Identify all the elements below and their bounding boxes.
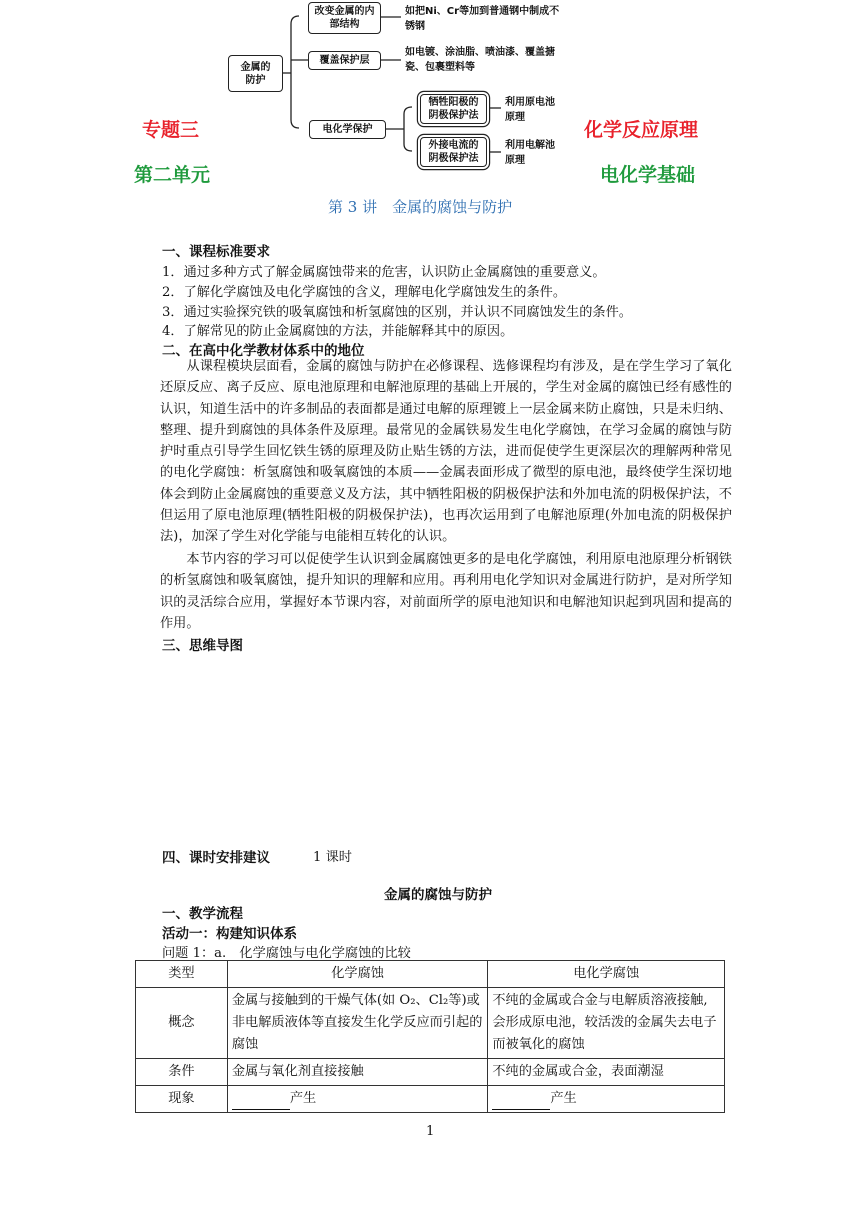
standard-item-3: 3．通过实验探究铁的吸氧腐蚀和析氢腐蚀的区别，并认识不同腐蚀发生的条件。 — [162, 305, 632, 320]
mindmap-note-stainless: 如把Ni、Cr等加到普通钢中制成不锈钢 — [405, 6, 560, 32]
phenomenon-chemical — [227, 1086, 488, 1113]
position-paragraph-2: 本节内容的学习可以促使学生认识到金属腐蚀更多的是电化学腐蚀，利用原电池原理分析钢铁的析氢腐蚀和吸氧腐蚀，提升知识的理解和应用。再利用电化学知识对金属进行防护，是对所学知识的灵活综合应用，掌握好本节课内容，对前面所学的原电池知识和电解池知识起到巩固和提高的作用。 — [160, 552, 732, 631]
comparison-table — [135, 960, 725, 1113]
table-header-electrochemical: 电化学腐蚀 — [488, 961, 725, 988]
mindmap-node-impressed-current: 外接电流的阴极保护法 — [420, 137, 487, 167]
section-1-title: 一、课程标准要求 — [162, 244, 270, 260]
table-header-chemical: 化学腐蚀 — [227, 961, 488, 988]
mindmap-branch-internal-structure: 改变金属的内部结构 — [308, 2, 381, 34]
row-label-phenomenon: 现象 — [136, 1086, 228, 1113]
table-row — [136, 1086, 725, 1113]
standard-item-4: 4．了解常见的防止金属腐蚀的方法，并能解释其中的原因。 — [162, 324, 514, 339]
topic-label: 专题三 — [142, 119, 200, 141]
fill-blank[interactable] — [232, 1095, 290, 1110]
mindmap-branch-electrochemical: 电化学保护 — [309, 120, 386, 139]
table-row — [136, 1059, 725, 1086]
mindmap-note-coating: 如电镀、涂油脂、喷油漆、覆盖搪瓷、包裹塑料等 — [405, 47, 555, 73]
phenomenon-electrochemical — [488, 1086, 725, 1113]
table-row — [136, 988, 725, 1059]
phenomenon-electrochemical-text: 产生 — [550, 1091, 577, 1106]
concept-electrochemical: 不纯的金属或合金与电解质溶液接触,会形成原电池，较活泼的金属失去电子而被氧化的腐蚀 — [488, 988, 725, 1059]
mindmap-note-electrolytic: 利用电解池原理 — [505, 140, 555, 166]
page-number: 1 — [426, 1124, 435, 1139]
section-4-title: 四、课时安排建议 — [162, 850, 270, 866]
subject-label: 化学反应原理 — [584, 119, 699, 141]
mindmap-note-galvanic: 利用原电池原理 — [505, 97, 555, 123]
standard-item-1: 1．通过多种方式了解金属腐蚀带来的危害，认识防止金属腐蚀的重要意义。 — [162, 265, 606, 280]
question-1: 问题 1：a. 化学腐蚀与电化学腐蚀的比较 — [162, 946, 411, 961]
activity-title: 活动一：构建知识体系 — [162, 926, 297, 942]
concept-chemical: 金属与接触到的干燥气体(如 O₂、Cl₂等)或非电解质液体等直接发生化学反应而引起的腐蚀 — [227, 988, 488, 1059]
unit-label: 第二单元 — [134, 164, 211, 186]
standard-item-2: 2．了解化学腐蚀及电化学腐蚀的含义，理解电化学腐蚀发生的条件。 — [162, 285, 567, 300]
mindmap-branch-coating: 覆盖保护层 — [308, 51, 381, 70]
section-2-title: 二、在高中化学教材体系中的地位 — [162, 343, 365, 359]
phenomenon-chemical-text: 产生 — [289, 1091, 317, 1106]
condition-chemical: 金属与氧化剂直接接触 — [227, 1059, 488, 1086]
row-label-concept: 概念 — [136, 988, 228, 1059]
row-label-condition: 条件 — [136, 1059, 228, 1086]
mindmap-node-sacrificial-anode: 牺牲阳极的阴极保护法 — [420, 94, 487, 124]
fill-blank[interactable] — [492, 1095, 550, 1110]
table-header-type: 类型 — [136, 961, 228, 988]
flow-title: 一、教学流程 — [162, 906, 243, 922]
unit-title: 电化学基础 — [600, 164, 696, 186]
table-header-row — [136, 961, 725, 988]
position-paragraph-1: 从课程模块层面看，金属的腐蚀与防护在必修课程、选修课程均有涉及，是在学生学习了氧化还原反应、离子反应、原电池原理和电解池原理的基础上开展的，学生对金属的腐蚀已经有感性的认识，知道生活中的许多制品的表面都是通过电解的原理镀上一层金属来防止腐蚀，只是未归纳、整理、提升到腐蚀的具体条件及原理。最常见的金属铁易发生电化学腐蚀，在学习金属的腐蚀与防护时重点引导学生回忆铁生锈的原理及防止贴生锈的方法，进而促使学生更深层次的理解两种常见的电化学腐蚀：析氢腐蚀和吸氧腐蚀的本质——金属表面形成了微型的原电池，最终使学生深切地体会到防止金属腐蚀的重要意义及方法，其中牺牲阳极的阴极保护法和外加电流的阴极保护法，不但运用了原电池原理(牺牲阳极的阴极保护法)，也再次运用到了电解池原理(外加电流的阴极保护法)，加深了学生对化学能与电能相互转化的认识。 — [160, 359, 732, 545]
condition-electrochemical: 不纯的金属或合金，表面潮湿 — [488, 1059, 725, 1086]
mindmap-root: 金属的防护 — [228, 55, 283, 92]
section-4-value: 1 课时 — [313, 850, 352, 865]
lesson-title: 金属的腐蚀与防护 — [384, 887, 492, 903]
section-3-title: 三、思维导图 — [162, 638, 243, 654]
lecture-title: 第 3 讲 金属的腐蚀与防护 — [328, 198, 513, 216]
